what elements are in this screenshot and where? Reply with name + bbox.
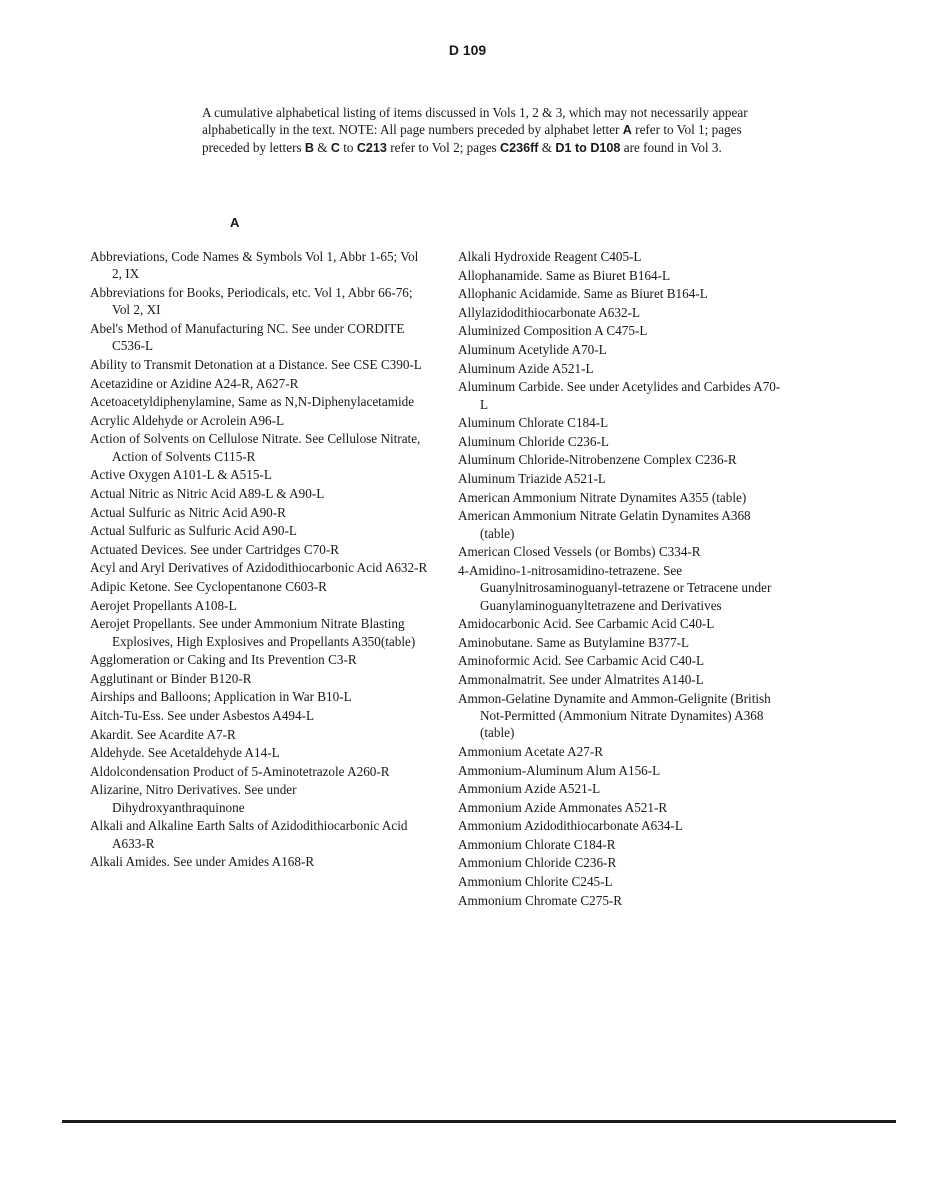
index-entry: Action of Solvents on Cellulose Nitrate. See Cellulose Nitrate, Action of Solvents C115-R [90,431,421,464]
index-entry: Ammon-Gelatine Dynamite and Ammon-Gelignite (British Not-Permitted (Ammonium Nitrate Dynamites) A368 (table) [458,690,771,741]
index-entry: Allylazidodithiocarbonate A632-L [458,304,641,320]
index-entry: Aldolcondensation Product of 5-Aminotetrazole A260-R [90,763,390,779]
index-entry: American Ammonium Nitrate Gelatin Dynamites A368 (table) [458,508,751,541]
index-entry: Aluminum Chloride-Nitrobenzene Complex C236-R [458,452,737,468]
index-entry: Ability to Transmit Detonation at a Distance. See CSE C390-L [90,357,422,372]
index-entry: Acrylic Aldehyde or Acrolein A96-L [90,412,285,428]
intro-text-2: refer to Vol 1; pages preceded by letters [202,122,742,155]
intro-text-1: A cumulative alphabetical listing of items discussed in Vols 1, 2 & 3, which may not necessarily appear alphabetically in the text. NOTE: All page numbers preceded by alphabet letter [202,105,748,137]
intro-bold-3: C [330,141,340,155]
right-column [458,248,788,910]
index-entry: 4-Amidino-1-nitrosamidino-tetrazene. See Guanylnitrosaminoguanyl-tetrazene or Tetracene under Guanylaminoguanyltetrazene and Derivatives [458,562,772,613]
index-entry: Alkali Amides. See under Amides A168-R [90,854,315,870]
index-entry: Allophanic Acidamide. Same as Biuret B164-L [458,286,708,302]
intro-text-3: & [314,140,331,155]
index-entry: Aitch-Tu-Ess. See under Asbestos A494-L [90,707,315,723]
index-entry: Active Oxygen A101-L & A515-L [90,467,272,483]
intro-bold-6: D1 to D108 [555,141,621,155]
section-letter: A [230,215,240,230]
index-entry: Aerojet Propellants. See under Ammonium Nitrate Blasting Explosives, High Explosives and Propellants A350(table) [90,616,416,649]
index-entry: Aluminum Chlorate C184-L [458,415,609,431]
index-entry: Amidocarbonic Acid. See Carbamic Acid C40-L [458,616,715,632]
bottom-rule [62,1120,896,1123]
index-entry: Actual Sulfuric as Nitric Acid A90-R [90,504,286,520]
intro-bold-1: A [622,123,632,137]
intro-note [202,104,782,157]
intro-text-7: are found in Vol 3. [620,140,722,155]
index-entry: Alizarine, Nitro Derivatives. See under Dihydroxyanthraquinone [90,782,297,815]
index-entry: Ammonium Azidodithiocarbonate A634-L [458,818,683,834]
index-entry: Acetazidine or Azidine A24-R, A627-R [90,375,299,391]
index-entry: Alkali Hydroxide Reagent C405-L [458,249,642,264]
index-entry: American Closed Vessels (or Bombs) C334-R [458,544,701,560]
index-entry: Aluminum Carbide. See under Acetylides and Carbides A70-L [458,379,781,412]
index-entry: Acyl and Aryl Derivatives of Azidodithiocarbonic Acid A632-R [90,560,428,576]
index-entry: Alkali and Alkaline Earth Salts of Azidodithiocarbonic Acid A633-R [90,818,408,851]
index-entry: Abbreviations for Books, Periodicals, etc. Vol 1, Abbr 66-76; Vol 2, XI [90,285,413,318]
index-entry: Agglutinant or Binder B120-R [90,670,252,686]
index-entry: Ammonium Chlorite C245-L [458,874,613,890]
index-entry: Aluminized Composition A C475-L [458,323,648,339]
index-entry: Agglomeration or Caking and Its Prevention C3-R [90,652,357,668]
index-entry: Ammonium Chromate C275-R [458,892,623,908]
index-entry: Acetoacetyldiphenylamine, Same as N,N-Diphenylacetamide [90,394,415,410]
index-entry: Ammonium Chlorate C184-R [458,836,616,852]
index-entry: Aluminum Azide A521-L [458,360,594,376]
page-number: D 109 [448,42,487,58]
index-entry: Ammonium Chloride C236-R [458,855,617,871]
intro-text-5: refer to Vol 2; pages [386,140,500,155]
index-entry: Actuated Devices. See under Cartridges C70-R [90,541,340,557]
index-entry: Actual Nitric as Nitric Acid A89-L & A90-L [90,485,325,501]
index-entry: Abbreviations, Code Names & Symbols Vol 1, Abbr 1-65; Vol 2, IX [90,249,419,282]
index-entry: Ammonalmatrit. See under Almatrites A140-L [458,671,704,687]
index-entry: Aerojet Propellants A108-L [90,597,237,613]
index-entry: American Ammonium Nitrate Dynamites A355 (table) [458,489,747,505]
index-entry: Abel's Method of Manufacturing NC. See under CORDITE C536-L [90,321,405,354]
left-column [90,248,430,872]
index-entry: Aminobutane. Same as Butylamine B377-L [458,634,690,650]
index-entry: Aluminum Acetylide A70-L [458,341,607,357]
index-entry: Aluminum Chloride C236-L [458,433,609,449]
index-entry: Aminoformic Acid. See Carbamic Acid C40-L [458,653,705,669]
index-entry: Ammonium Azide Ammonates A521-R [458,799,668,815]
index-entry: Adipic Ketone. See Cyclopentanone C603-R [90,578,327,594]
index-entry: Ammonium Acetate A27-R [458,743,604,759]
index-entry: Airships and Balloons; Application in War B10-L [90,689,352,705]
index-entry: Ammonium Azide A521-L [458,781,601,797]
index-entry: Ammonium-Aluminum Alum A156-L [458,762,661,778]
intro-bold-4: C213 [356,141,387,155]
intro-text-6: & [538,140,556,155]
index-entry: Actual Sulfuric as Sulfuric Acid A90-L [90,523,297,539]
intro-text-4: to [339,140,357,155]
intro-bold-2: B [304,141,314,155]
index-entry: Allophanamide. Same as Biuret B164-L [458,267,671,283]
intro-bold-5: C236ff [499,141,539,155]
index-entry: Aluminum Triazide A521-L [458,470,606,486]
index-entry: Aldehyde. See Acetaldehyde A14-L [90,745,280,761]
index-entry: Akardit. See Acardite A7-R [90,726,236,742]
